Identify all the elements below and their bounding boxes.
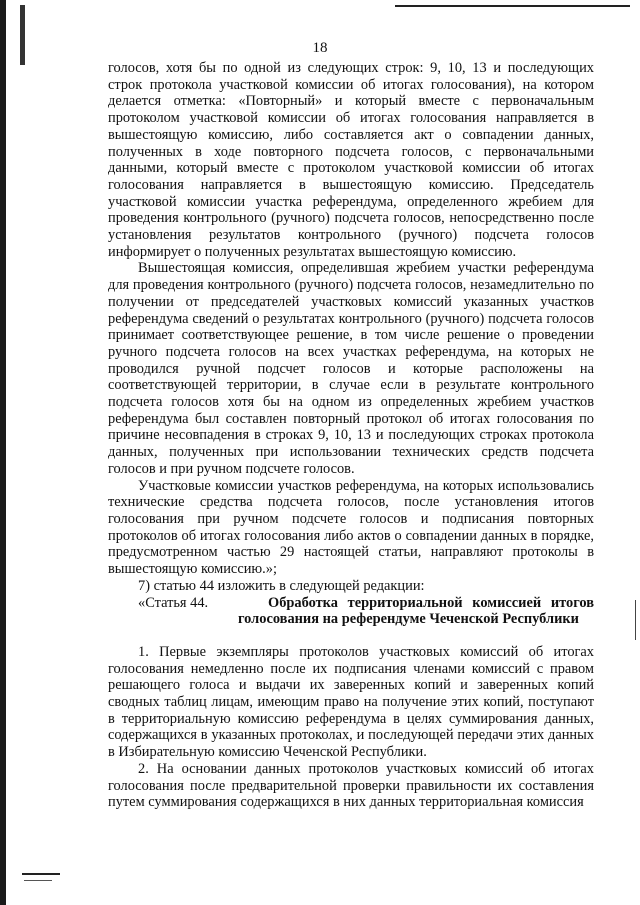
article-heading [108, 595, 594, 628]
spacer [108, 628, 594, 644]
scan-left-edge [0, 0, 6, 905]
paragraph: Участковые комиссии участков референдума, на которых использовались технические средства подсчета голосов, после установления итогов голосования при ручном подсчете голосов и подписания повторных протоколов об итогах голосования либо актов о совпадении данных в порядке, предусмотренном частью 29 настоящей статьи, направляют протоколы в вышестоящую комиссию.»; [108, 477, 594, 578]
amendment-item: 7) статью 44 изложить в следующей редакции: [138, 577, 425, 594]
article-number: «Статья 44. [138, 594, 209, 611]
top-rule [395, 5, 630, 7]
bottom-mark-secondary [24, 880, 52, 881]
article-paragraph: 1. Первые экземпляры протоколов участковых комиссий об итогах голосования немедленно после их подписания членами комиссий с правом решающего голоса и выдачи их заверенных копий и заверенных копий сводных таблиц лицам, имеющим право на получение этих копий, поступают в территориальную комиссию референдума в целях суммирования данных, содержащихся в указанных протоколах, и последующей передачи этих данных в Избирательную комиссию Чеченской Республики. [108, 643, 594, 761]
article-title: Обработка территориальной комиссией итогов голосования на референдуме Чеченской Республики [238, 594, 594, 628]
bottom-mark [22, 873, 60, 875]
scan-right-mark [635, 600, 636, 640]
article-paragraph: 2. На основании данных протоколов участковых комиссий об итогах голосования после предварительной проверки правильности их составления путем суммирования содержащихся в них данных территориальная комиссия [108, 760, 594, 811]
paragraph-continuation: голосов, хотя бы по одной из следующих строк: 9, 10, 13 и последующих строк протокола участковой комиссии об итогах голосования), на котором делается отметка: «Повторный» и который вместе с первоначальным протоколом участковой комиссии об итогах голосования направляется в вышестоящую комиссию, либо составляется акт о совпадении данных, полученных в ходе повторного подсчета голосов, с первоначальными данными, который вместе с протоколом участковой комиссии об итогах голосования направляется в вышестоящую комиссию. Председатель участковой комиссии участка референдума, определенного жребием для проведения контрольного (ручного) подсчета голосов, непосредственно после установления результатов контрольного (ручного) подсчета голосов информирует о полученных результатах вышестоящую комиссию. [108, 60, 594, 260]
page-number: 18 [312, 40, 328, 56]
paragraph: Вышестоящая комиссия, определившая жребием участки референдума для проведения контрольного (ручного) подсчета голосов, незамедлительно по получении от председателей участковых комиссий указанных участков референдума сведений о результатах контрольного (ручного) подсчета голосов принимает соответствующее решение, в том числе решение о проведении ручного подсчета голосов на всех участках референдума, на которых не проводился ручной подсчет голосов и которые расположены на соответствующей территории, в случае если в результате контрольного подсчета голосов хотя бы на одном из определенных жребием участков референдума был составлен повторный протокол об итогах голосования по причине несовпадения в строках 9, 10, 13 и последующих строках протокола данных, полученных при использовании технических средств подсчета голосов и при ручном подсчете голосов. [108, 260, 594, 477]
document-body [108, 60, 594, 811]
